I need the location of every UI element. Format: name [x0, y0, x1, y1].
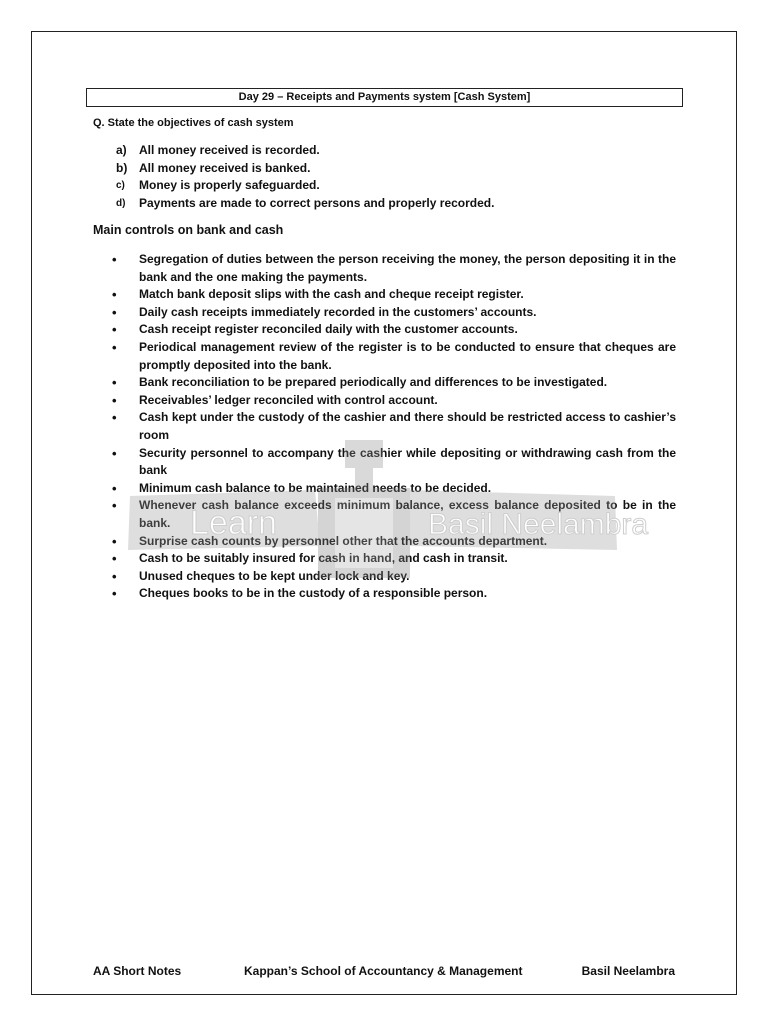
question-heading: Q. State the objectives of cash system: [93, 117, 294, 129]
list-marker: b): [116, 160, 128, 175]
list-item: • Match bank deposit slips with the cash and cheque receipt register.: [112, 286, 676, 304]
list-item: • Cash kept under the custody of the cashier and there should be restricted access to cashier’s room: [112, 409, 676, 444]
list-item: • Receivables’ ledger reconciled with control account.: [112, 392, 676, 410]
list-marker: d): [116, 198, 126, 210]
list-item: • Bank reconciliation to be prepared periodically and differences to be investigated.: [112, 374, 676, 392]
controls-list: [112, 251, 676, 603]
list-marker: c): [116, 180, 125, 192]
list-item-text: All money received is recorded.: [139, 143, 320, 157]
list-item: • Surprise cash counts by personnel other that the accounts department.: [112, 533, 676, 551]
list-item: • Periodical management review of the register is to be conducted to ensure that cheques are promptly deposited into the bank.: [112, 339, 676, 374]
list-item: • Cheques books to be in the custody of a responsible person.: [112, 585, 676, 603]
list-item: • Whenever cash balance exceeds minimum balance, excess balance deposited to be in the bank.: [112, 497, 676, 532]
page-title: Day 29 – Receipts and Payments system [Cash System]: [86, 88, 683, 107]
list-item: • Cash to be suitably insured for cash in hand, and cash in transit.: [112, 550, 676, 568]
list-item: • Segregation of duties between the person receiving the money, the person depositing it in the bank and the one making the payments.: [112, 251, 676, 286]
footer-center: Kappan’s School of Accountancy & Management: [244, 964, 523, 978]
list-item: • Security personnel to accompany the cashier while depositing or withdrawing cash from the bank: [112, 445, 676, 480]
list-item: • Daily cash receipts immediately recorded in the customers’ accounts.: [112, 304, 676, 322]
list-item-text: All money received is banked.: [139, 160, 311, 175]
list-item: • Unused cheques to be kept under lock and key.: [112, 568, 676, 586]
list-marker: a): [116, 143, 127, 157]
footer-left: AA Short Notes: [93, 964, 182, 978]
footer-right: Basil Neelambra: [581, 964, 675, 978]
list-item: • Cash receipt register reconciled daily with the customer accounts.: [112, 321, 676, 339]
list-item-text: Payments are made to correct persons and properly recorded.: [139, 196, 495, 211]
watermark-right-text: Basil Neelambra: [428, 508, 649, 541]
list-item: • Minimum cash balance to be maintained needs to be decided.: [112, 480, 676, 498]
list-item-text: Money is properly safeguarded.: [139, 178, 320, 193]
watermark-left-text: Learn: [190, 504, 277, 542]
section-heading: Main controls on bank and cash: [93, 223, 284, 237]
